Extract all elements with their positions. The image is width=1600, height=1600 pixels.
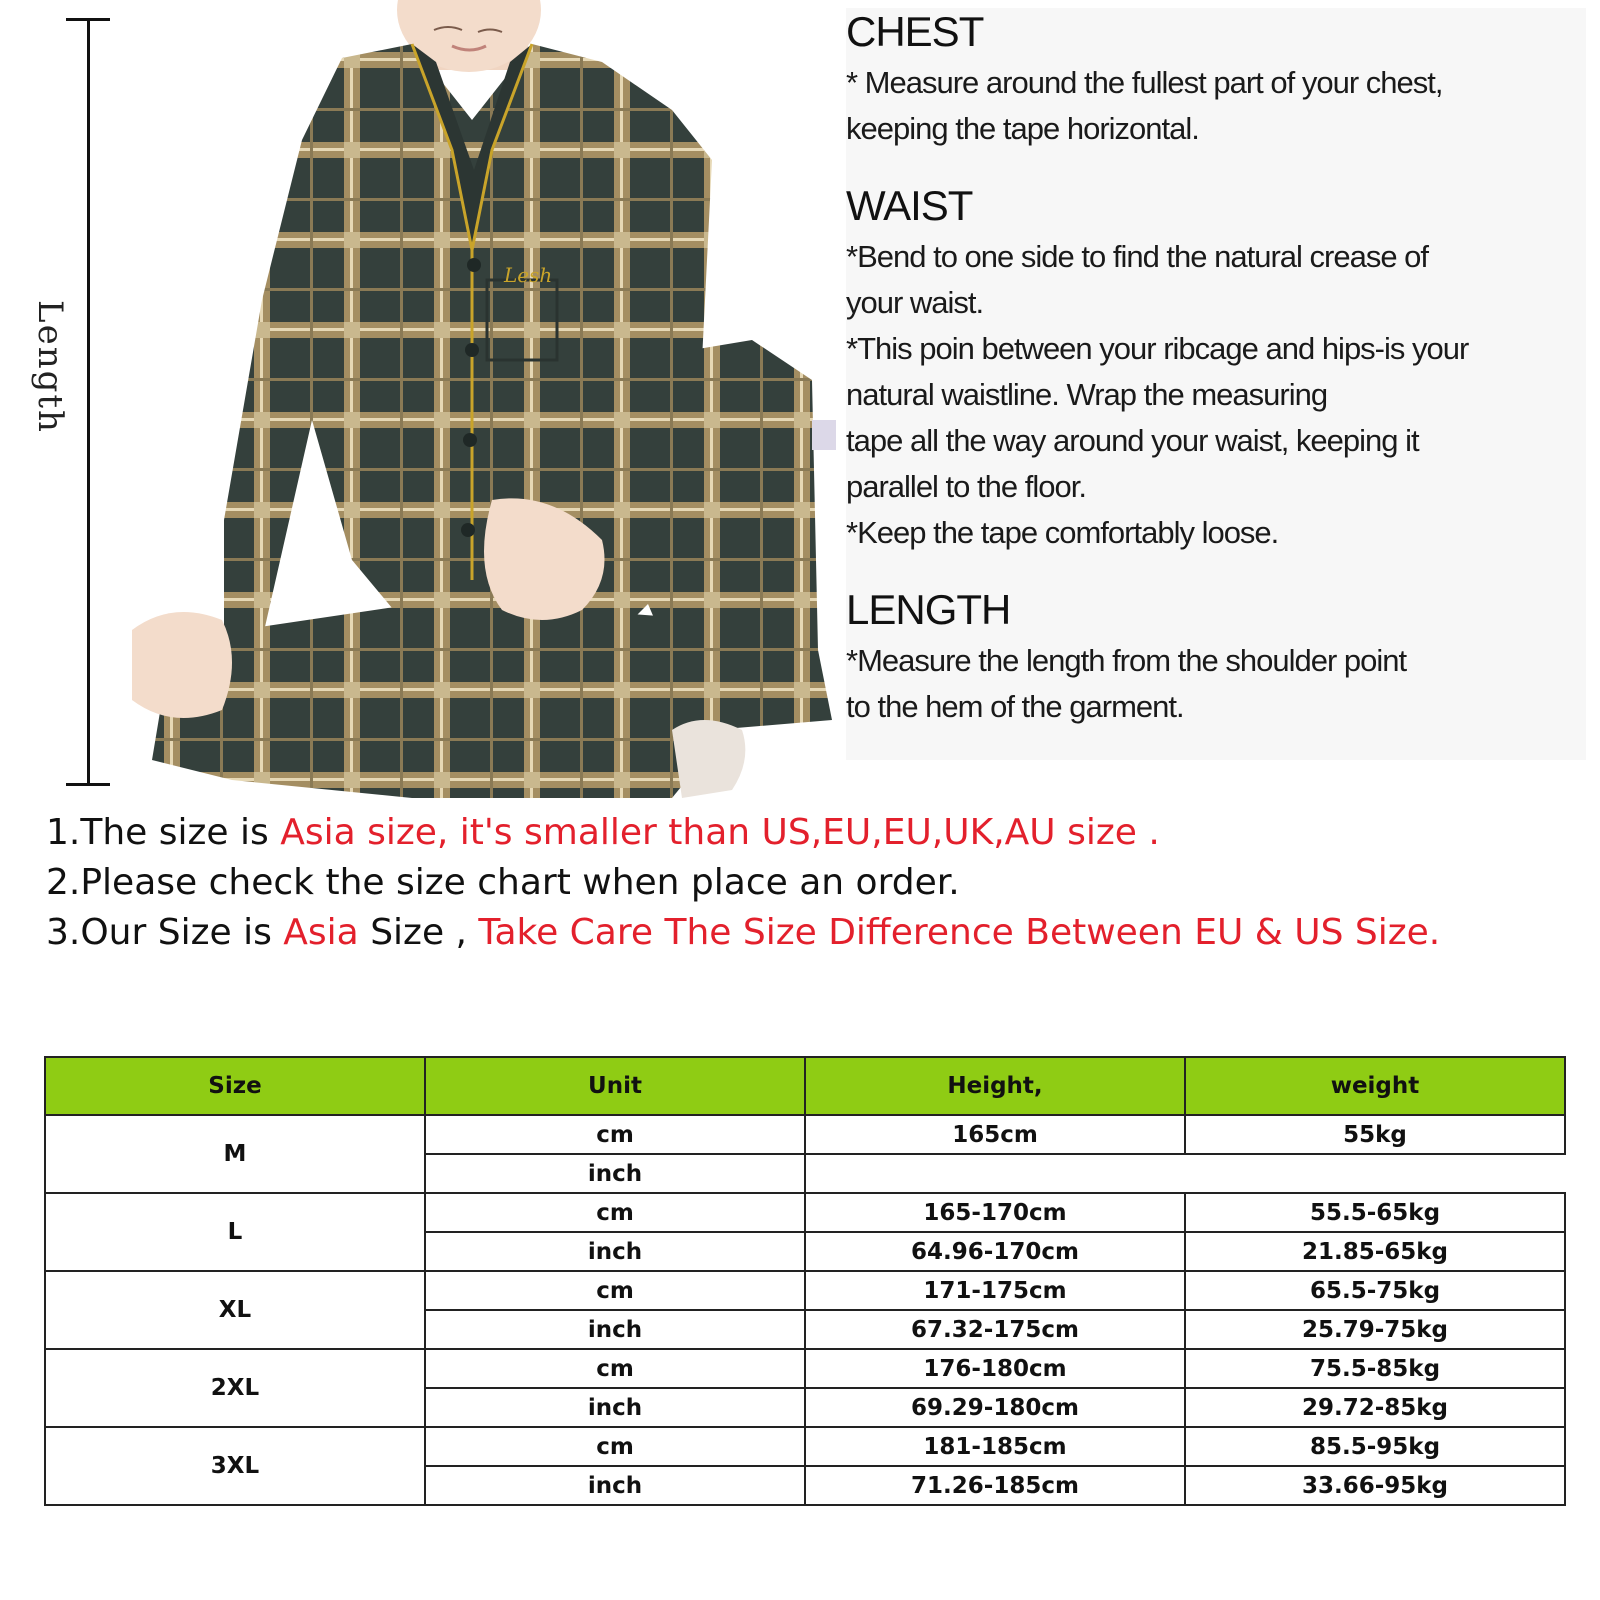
height-cell: 71.26-185cm [805, 1466, 1185, 1505]
size-notes [46, 808, 1576, 958]
size-cell: 3XL [45, 1427, 425, 1505]
unit-cell: cm [425, 1115, 805, 1154]
chest-line: keeping the tape horizontal. [846, 111, 1199, 146]
table-row [45, 1115, 1565, 1154]
note-3-highlight-a: Asia [283, 912, 359, 953]
header-unit: Unit [425, 1057, 805, 1115]
waist-section [846, 182, 1586, 556]
note-3-highlight-b: Take Care The Size Difference Between EU & US Size. [478, 912, 1441, 953]
unit-cell: cm [425, 1193, 805, 1232]
length-section [846, 586, 1586, 730]
weight-cell: 55kg [1185, 1115, 1565, 1154]
length-line: *Measure the length from the shoulder point [846, 643, 1407, 678]
measuring-guide [846, 8, 1586, 760]
waist-line: *This poin between your ribcage and hips-is your [846, 331, 1469, 366]
header-size: Size [45, 1057, 425, 1115]
table-row [45, 1271, 1565, 1310]
weight-cell: 21.85-65kg [1185, 1232, 1565, 1271]
waist-line: parallel to the floor. [846, 469, 1086, 504]
note-1 [46, 808, 1576, 858]
header-height: Height, [805, 1057, 1185, 1115]
unit-cell: inch [425, 1466, 805, 1505]
height-cell: 181-185cm [805, 1427, 1185, 1466]
height-cell: 64.96-170cm [805, 1232, 1185, 1271]
table-header-row [45, 1057, 1565, 1115]
unit-cell: inch [425, 1154, 805, 1193]
waist-line: *Keep the tape comfortably loose. [846, 515, 1279, 550]
unit-cell: inch [425, 1388, 805, 1427]
weight-cell: 29.72-85kg [1185, 1388, 1565, 1427]
unit-cell: cm [425, 1271, 805, 1310]
weight-cell: 33.66-95kg [1185, 1466, 1565, 1505]
size-cell: 2XL [45, 1349, 425, 1427]
height-cell: 69.29-180cm [805, 1388, 1185, 1427]
pocket-embroidery: Lesh [504, 263, 553, 287]
size-cell: L [45, 1193, 425, 1271]
weight-cell: 85.5-95kg [1185, 1427, 1565, 1466]
table-row [45, 1349, 1565, 1388]
waist-line: your waist. [846, 285, 984, 320]
size-cell: M [45, 1115, 425, 1193]
note-2-text: 2.Please check the size chart when place an order. [46, 862, 960, 903]
unit-cell: inch [425, 1310, 805, 1349]
weight-cell: 75.5-85kg [1185, 1349, 1565, 1388]
height-cell: 165-170cm [805, 1193, 1185, 1232]
unit-cell: inch [425, 1232, 805, 1271]
size-chart-table [44, 1056, 1566, 1506]
chest-title: CHEST [846, 8, 984, 55]
note-3-text-a: 3.Our Size is [46, 912, 284, 953]
table-row [45, 1193, 1565, 1232]
note-2 [46, 858, 1576, 908]
length-bar-shaft [87, 18, 90, 786]
note-1-highlight: Asia size, it's smaller than US,EU,EU,UK,AU size . [280, 812, 1160, 853]
note-3 [46, 908, 1576, 958]
note-1-text: 1.The size is [46, 812, 281, 853]
waist-line: tape all the way around your waist, keeping it [846, 423, 1419, 458]
unit-cell: cm [425, 1427, 805, 1466]
chest-section [846, 8, 1586, 152]
height-cell: 176-180cm [805, 1349, 1185, 1388]
unit-cell: cm [425, 1349, 805, 1388]
waist-line: *Bend to one side to find the natural crease of [846, 239, 1429, 274]
length-line: to the hem of the garment. [846, 689, 1184, 724]
height-cell: 67.32-175cm [805, 1310, 1185, 1349]
height-cell: 171-175cm [805, 1271, 1185, 1310]
height-cell: 165cm [805, 1115, 1185, 1154]
length-label: Length [30, 300, 70, 434]
weight-cell: 65.5-75kg [1185, 1271, 1565, 1310]
weight-cell: 55.5-65kg [1185, 1193, 1565, 1232]
waist-title: WAIST [846, 182, 973, 229]
weight-cell: 25.79-75kg [1185, 1310, 1565, 1349]
empty-cell [805, 1154, 1565, 1193]
header-weight: weight [1185, 1057, 1565, 1115]
model-photo [112, 0, 836, 798]
size-cell: XL [45, 1271, 425, 1349]
note-3-text-b: Size , [358, 912, 479, 953]
table-row [45, 1427, 1565, 1466]
length-bar-bottom [66, 783, 110, 786]
waist-line: natural waistline. Wrap the measuring [846, 377, 1328, 412]
chest-line: * Measure around the fullest part of your chest, [846, 65, 1443, 100]
length-title: LENGTH [846, 586, 1011, 633]
